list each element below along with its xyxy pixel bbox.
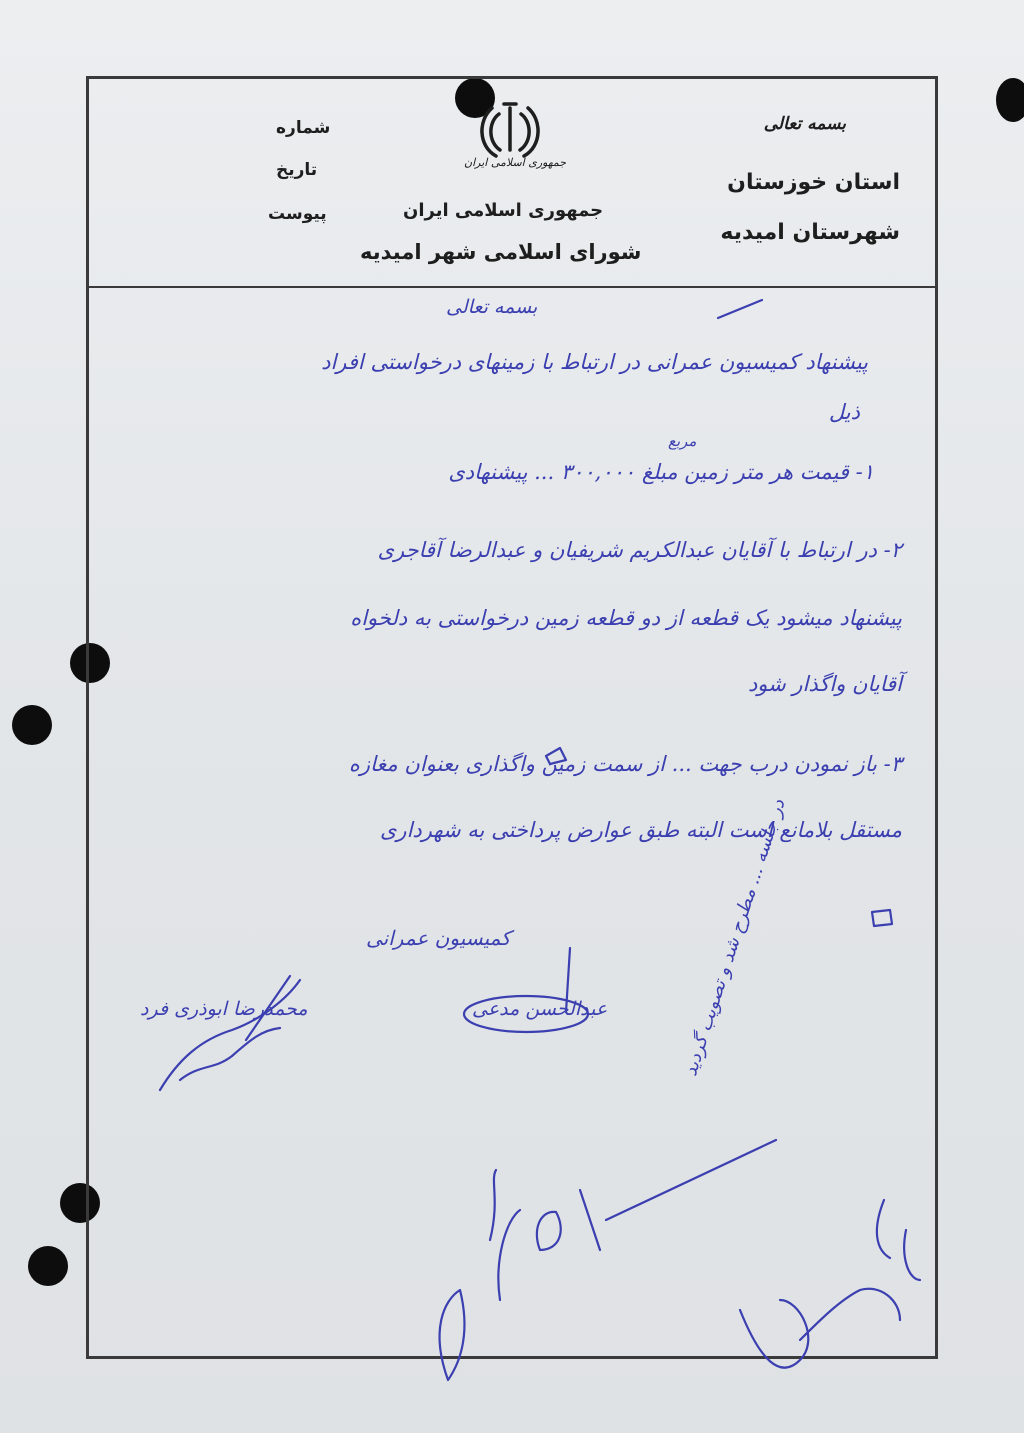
side-note: در جلسه ... مطرح شد و تصویب گردید: [680, 796, 790, 1079]
item-1: ۱- قیمت هر متر زمین مبلغ ۳۰۰,۰۰۰ ... پیشنهادی: [448, 460, 874, 484]
item-annotation: مربع: [668, 432, 697, 450]
letter-number-label: شماره: [276, 118, 331, 138]
country-name: جمهوری اسلامی ایران: [403, 200, 604, 221]
county-label: شهرستان امیدیه: [720, 220, 900, 245]
item-3: مستقل بلامانع است البته طبق عوارض پرداختی به شهرداری: [380, 818, 902, 842]
signer-name: محمدرضا ابوذری فرد: [140, 998, 308, 1020]
item-2: ۲- در ارتباط با آقایان عبدالکریم شریفیان و عبدالرضا آقاجری: [377, 538, 902, 562]
signer-name: عبدالحسن مدعی: [472, 998, 608, 1020]
province-label: استان خوزستان: [727, 170, 900, 195]
committee-name: کمیسیون عمرانی: [366, 926, 511, 950]
salutation: بسمه تعالی: [446, 296, 538, 318]
council-name: شورای اسلامی شهر امیدیه: [360, 240, 642, 264]
letter-date-label: تاریخ: [276, 160, 318, 180]
top-right-calligraphy: بسمه تعالی: [763, 114, 846, 134]
emblem-caption: جمهوری اسلامی ایران: [464, 156, 567, 169]
item-2: پیشنهاد میشود یک قطعه از دو قطعه زمین درخواستی به دلخواه: [350, 606, 902, 630]
item-2: آقایان واگذار شود: [747, 672, 902, 696]
intro-line: پیشنهاد کمیسیون عمرانی در ارتباط با زمینهای درخواستی افراد: [321, 350, 868, 374]
intro-line: ذیل: [828, 400, 860, 424]
item-3: ۳- باز نمودن درب جهت ... از سمت زمین واگذاری بعنوان مغازه: [348, 752, 902, 776]
letter-attachment-label: پیوست: [268, 204, 327, 224]
